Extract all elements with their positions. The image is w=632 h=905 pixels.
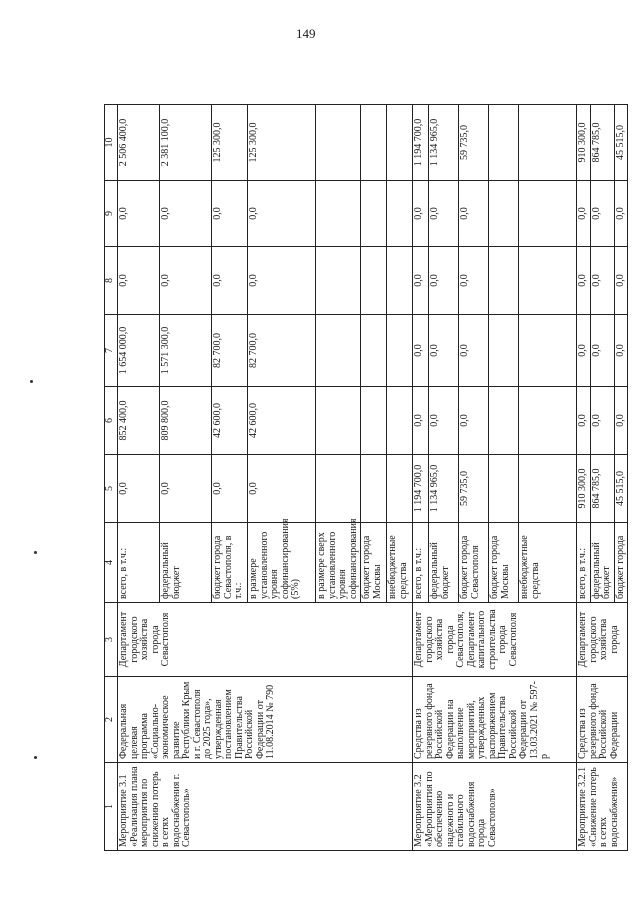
header-cell: 3 [105,603,118,677]
funding-source: внебюджетные средства [519,523,577,603]
event-basis: Федеральная целевая программа «Социально-экономическое развитие Республики Крым и г. Севастополя до 2025 года», утвержденная постановлением Правительства Российской Федерации от 11.08.2014 № 790 [118,677,413,763]
event-basis: Средства из резервного фонда Российской Федерации [577,677,628,763]
value-cell [387,105,413,181]
value-cell: 1 134 965,0 [429,105,459,181]
value-cell: 0,0 [590,181,614,247]
value-cell: 82 700,0 [248,315,316,387]
event-name: Мероприятие 3.2.1 «Снижение потерь в сетях водоснабжения» [577,763,628,851]
value-cell [489,315,519,387]
value-cell: 1 194 700,0 [413,105,429,181]
value-cell: 0,0 [413,387,429,455]
value-cell: 0,0 [212,181,248,247]
event-name: Мероприятие 3.2 «Мероприятия по обеспечению надежного и стабильного водоснабжения города Севастополя» [413,763,577,851]
value-cell [387,315,413,387]
value-cell [361,105,387,181]
value-cell: 1 194 700,0 [413,455,429,523]
funding-source: в размере сверх установленного уровня софинансирования [316,523,361,603]
value-cell [361,315,387,387]
event-executor: Департамент городского хозяйства города Севастополя, Департамент капитального строительства города Севастополя [413,603,577,677]
value-cell [387,387,413,455]
value-cell [489,247,519,315]
funding-source: бюджет города Севастополя [459,523,489,603]
value-cell [519,315,577,387]
funding-source: внебюджетные средства [387,523,413,603]
header-cell: 4 [105,523,118,603]
value-cell: 0,0 [248,455,316,523]
value-cell: 42 600,0 [248,387,316,455]
value-cell: 0,0 [590,315,614,387]
value-cell: 0,0 [459,247,489,315]
rotated-table-container [104,105,624,851]
value-cell [361,387,387,455]
event-executor: Департамент городского хозяйства города [577,603,628,677]
value-cell: 0,0 [118,455,160,523]
value-cell: 0,0 [614,247,628,315]
value-cell: 0,0 [577,387,591,455]
value-cell: 0,0 [413,315,429,387]
value-cell: 0,0 [429,315,459,387]
scan-speck [30,380,33,383]
value-cell: 0,0 [459,315,489,387]
value-cell: 0,0 [577,247,591,315]
header-cell: 10 [105,105,118,181]
value-cell: 82 700,0 [212,315,248,387]
value-cell [519,247,577,315]
table-row [577,105,591,851]
value-cell [316,387,361,455]
value-cell: 910 300,0 [577,455,591,523]
value-cell: 2 381 100,0 [160,105,212,181]
value-cell: 1 134 965,0 [429,455,459,523]
value-cell: 125 300,0 [248,105,316,181]
value-cell [361,455,387,523]
funding-source: федеральный бюджет [160,523,212,603]
value-cell: 0,0 [248,181,316,247]
value-cell [519,105,577,181]
event-basis: Средства из резервного фонда Российской Федерации на выполнение мероприятий, утвержденных распоряжением Правительства Российской Федерации от 13.03.2021 № 597-р [413,677,577,763]
header-cell: 8 [105,247,118,315]
header-cell: 5 [105,455,118,523]
value-cell [489,181,519,247]
value-cell: 0,0 [590,247,614,315]
value-cell: 1 654 000,0 [118,315,160,387]
value-cell [387,247,413,315]
value-cell: 2 506 400,0 [118,105,160,181]
value-cell: 0,0 [429,387,459,455]
value-cell: 125 300,0 [212,105,248,181]
page-number: 149 [296,26,316,41]
value-cell [316,455,361,523]
value-cell: 864 785,0 [590,105,614,181]
value-cell: 0,0 [212,247,248,315]
value-cell: 852 400,0 [118,387,160,455]
value-cell: 0,0 [429,181,459,247]
funding-source: федеральный бюджет [429,523,459,603]
value-cell [519,387,577,455]
value-cell: 42 600,0 [212,387,248,455]
value-cell [519,455,577,523]
header-cell: 2 [105,677,118,763]
funding-table [104,104,628,851]
header-cell: 1 [105,763,118,851]
value-cell: 809 800,0 [160,387,212,455]
value-cell [316,247,361,315]
funding-source: бюджет города Севастополя, в т.ч.: [212,523,248,603]
value-cell [489,105,519,181]
value-cell: 0,0 [614,181,628,247]
table-row [413,105,429,851]
value-cell: 0,0 [577,181,591,247]
value-cell: 0,0 [118,181,160,247]
funding-source: федеральный бюджет [590,523,614,603]
value-cell [361,181,387,247]
value-cell: 0,0 [413,247,429,315]
value-cell: 1 571 300,0 [160,315,212,387]
value-cell [387,455,413,523]
value-cell: 45 515,0 [614,105,628,181]
scan-speck [34,756,37,759]
funding-source: бюджет города Москвы [489,523,519,603]
header-cell: 6 [105,387,118,455]
value-cell: 0,0 [459,387,489,455]
value-cell [387,181,413,247]
value-cell: 0,0 [413,181,429,247]
funding-source: всего, в т.ч.: [118,523,160,603]
value-cell [316,315,361,387]
value-cell: 0,0 [614,387,628,455]
funding-source: всего, в т.ч.: [577,523,591,603]
funding-source: всего, в т.ч.: [413,523,429,603]
value-cell [361,247,387,315]
funding-source: бюджет города [614,523,628,603]
value-cell: 0,0 [248,247,316,315]
value-cell: 0,0 [212,455,248,523]
value-cell: 0,0 [160,181,212,247]
value-cell: 910 300,0 [577,105,591,181]
table-row [118,105,160,851]
funding-source: бюджет города Москвы [361,523,387,603]
value-cell [489,455,519,523]
funding-source: в размере установленного уровня софинансирования (5%) [248,523,316,603]
value-cell: 0,0 [160,247,212,315]
value-cell: 0,0 [160,455,212,523]
header-row [105,105,118,851]
value-cell: 45 515,0 [614,455,628,523]
value-cell: 0,0 [459,181,489,247]
value-cell: 59 735,0 [459,105,489,181]
event-executor: Департамент городского хозяйства города Севастополя [118,603,413,677]
event-name: Мероприятие 3.1 «Реализация плана мероприятия по снижению потерь в сетях водоснабжения г. Севастополь» [118,763,413,851]
value-cell: 0,0 [429,247,459,315]
value-cell: 0,0 [118,247,160,315]
value-cell: 59 735,0 [459,455,489,523]
value-cell: 0,0 [577,315,591,387]
value-cell [489,387,519,455]
value-cell: 0,0 [590,387,614,455]
header-cell: 7 [105,315,118,387]
value-cell: 0,0 [614,315,628,387]
header-cell: 9 [105,181,118,247]
value-cell [519,181,577,247]
value-cell [316,181,361,247]
value-cell: 864 785,0 [590,455,614,523]
value-cell [316,105,361,181]
scan-speck [34,551,37,554]
